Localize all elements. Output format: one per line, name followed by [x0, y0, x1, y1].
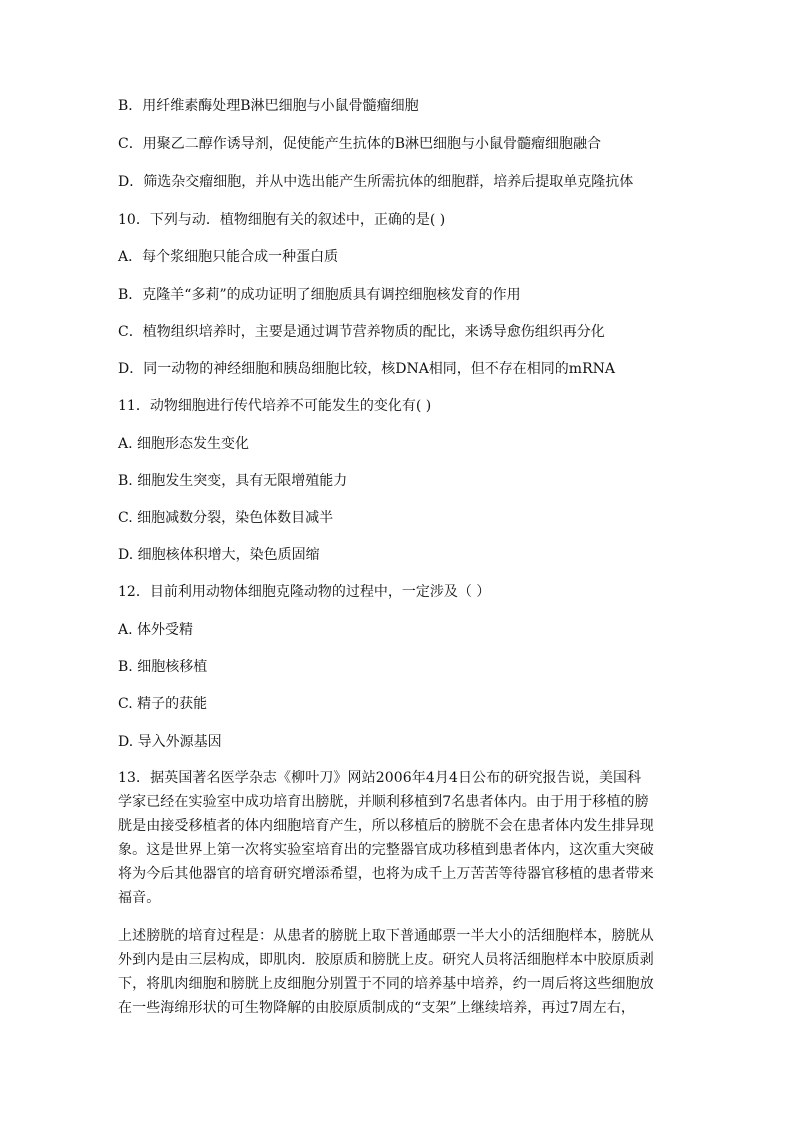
question-13-line-6: 福音。	[118, 890, 161, 906]
question-13-line-4: 象。这是世界上第一次将实验室培育出的完整器官成功移植到患者体内，这次重大突破	[118, 842, 654, 858]
option-12c: C. 精子的获能	[118, 696, 208, 712]
paragraph-2-line-3: 下，将肌肉细胞和膀胱上皮细胞分别置于不同的培养基中培养，约一周后将这些细胞放	[118, 976, 654, 992]
option-10b: B．克隆羊“多莉”的成功证明了细胞质具有调控细胞核发育的作用	[118, 287, 521, 303]
question-13-line-3: 胱是由接受移植者的体内细胞培育产生，所以移植后的膀胱不会在患者体内发生排异现	[118, 818, 654, 834]
question-13-line-5: 将为今后其他器官的培育研究增添希望，也将为成千上万苦苦等待器官移植的患者带来	[118, 866, 654, 882]
paragraph-2-line-2: 外到内是由三层构成，即肌肉．胶原质和膀胱上皮。研究人员将活细胞样本中胶原质剥	[118, 952, 654, 968]
paragraph-2-line-4: 在一些海绵形状的可生物降解的由胶原质制成的“支架”上继续培养，再过7周左右，	[118, 1000, 636, 1016]
paragraph-2-line-1: 上述膀胱的培育过程是：从患者的膀胱上取下普通邮票一半大小的活细胞样本，膀胱从	[118, 928, 654, 944]
question-11-stem: 11．动物细胞进行传代培养不可能发生的变化有( )	[118, 398, 432, 414]
question-13-line-2: 学家已经在实验室中成功培育出膀胱，并顺利移植到7名患者体内。由于用于移植的膀	[118, 794, 649, 810]
question-13-line-1: 13．据英国著名医学杂志《柳叶刀》网站2006年4月4日公布的研究报告说，美国科	[118, 770, 642, 786]
option-11a: A. 细胞形态发生变化	[118, 436, 250, 452]
option-12b: B. 细胞核移植	[118, 659, 208, 675]
option-10c: C．植物组织培养时，主要是通过调节营养物质的配比，来诱导愈伤组织再分化	[118, 324, 605, 340]
option-9d: D．筛选杂交瘤细胞，并从中选出能产生所需抗体的细胞群，培养后提取单克隆抗体	[118, 174, 634, 190]
option-11c: C. 细胞减数分裂，染色体数目减半	[118, 510, 334, 526]
option-10a: A．每个浆细胞只能合成一种蛋白质	[118, 249, 339, 265]
option-10d: D．同一动物的神经细胞和胰岛细胞比较，核DNA相同，但不存在相同的mRNA	[118, 361, 615, 377]
option-11b: B. 细胞发生突变，具有无限增殖能力	[118, 473, 348, 489]
option-12a: A. 体外受精	[118, 622, 194, 638]
option-12d: D. 导入外源基因	[118, 734, 222, 750]
option-11d: D. 细胞核体积增大，染色质固缩	[118, 547, 320, 563]
question-10-stem: 10．下列与动．植物细胞有关的叙述中，正确的是( )	[118, 212, 446, 228]
option-9c: C．用聚乙二醇作诱导剂，促使能产生抗体的B淋巴细胞与小鼠骨髓瘤细胞融合	[118, 136, 601, 152]
option-9b: B．用纤维素酶处理B淋巴细胞与小鼠骨髓瘤细胞	[118, 98, 419, 114]
question-12-stem: 12．目前利用动物体细胞克隆动物的过程中，一定涉及（ ）	[118, 584, 491, 600]
